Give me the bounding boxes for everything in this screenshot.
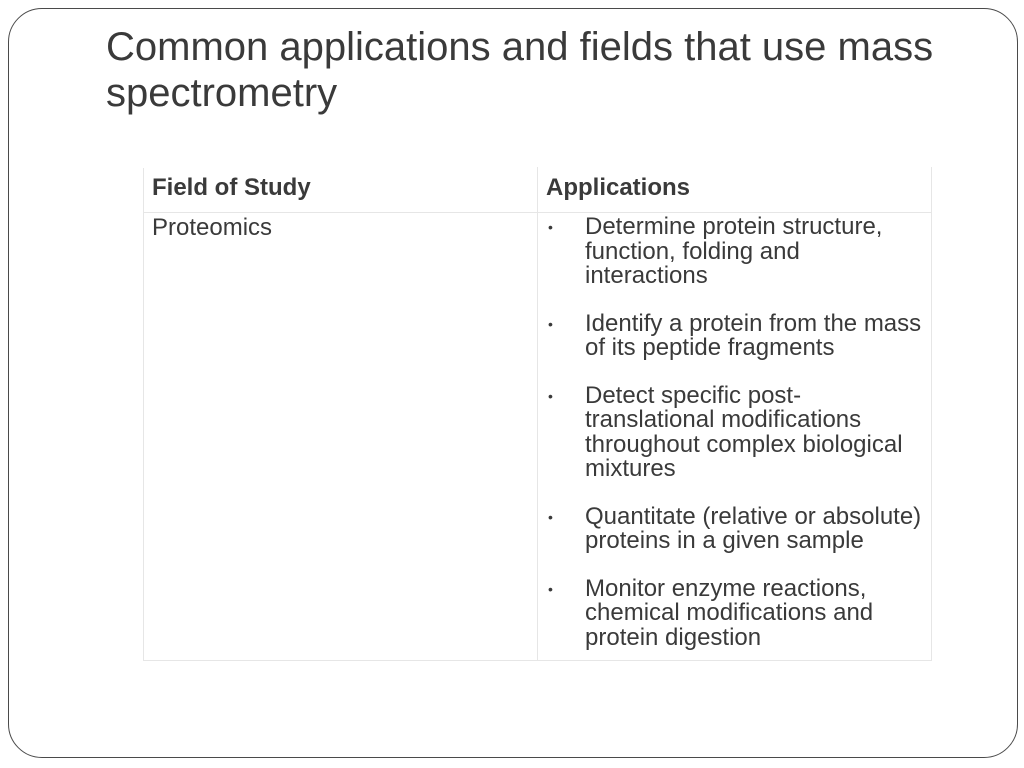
bullet-icon: • <box>548 219 553 235</box>
field-cell: Proteomics <box>144 213 538 661</box>
list-item <box>546 309 923 361</box>
bullet-icon: • <box>548 508 553 525</box>
applications-table <box>143 167 932 661</box>
header-field-of-study: Field of Study <box>144 168 538 213</box>
application-text: Detect specific post-translational modifications throughout complex biological mixtures <box>585 381 903 482</box>
header-row <box>144 168 932 213</box>
applications-list <box>546 215 923 650</box>
list-item <box>546 215 923 289</box>
bullet-icon: • <box>548 580 553 597</box>
bullet-icon: • <box>548 315 553 332</box>
header-applications: Applications <box>538 168 932 213</box>
application-text: Determine protein structure, function, folding and interactions <box>585 213 883 289</box>
list-item <box>546 502 923 554</box>
list-item <box>546 574 923 651</box>
bullet-icon: • <box>548 387 553 404</box>
table-body <box>144 213 932 661</box>
table-row <box>144 213 932 661</box>
application-text: Quantitate (relative or absolute) proteins in a given sample <box>585 502 922 554</box>
table-header <box>144 168 932 213</box>
application-text: Identify a protein from the mass of its peptide fragments <box>585 309 922 361</box>
slide-title: Common applications and fields that use mass spectrometry <box>106 25 934 115</box>
application-text: Monitor enzyme reactions, chemical modifications and protein digestion <box>585 574 874 651</box>
applications-cell <box>538 213 932 661</box>
list-item <box>546 381 923 482</box>
